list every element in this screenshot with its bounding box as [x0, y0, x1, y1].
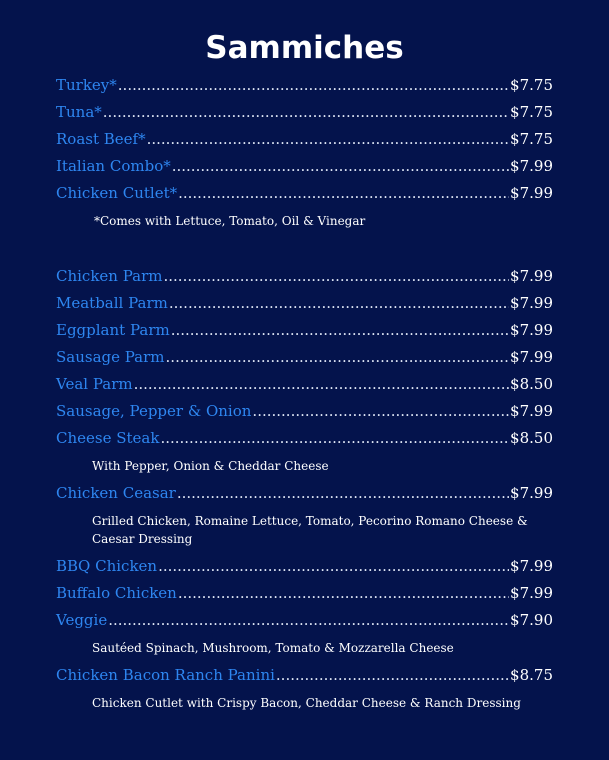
item-name: Roast Beef* — [56, 130, 146, 148]
dot-leader — [177, 484, 509, 502]
item-price: $7.99 — [510, 348, 553, 366]
item-price: $7.99 — [510, 294, 553, 312]
item-note: *Comes with Lettuce, Tomato, Oil & Vinegar — [94, 214, 366, 228]
item-name: Sausage Parm — [56, 348, 165, 366]
dot-leader — [171, 321, 509, 339]
dot-leader — [103, 103, 509, 121]
menu-item — [56, 267, 553, 294]
menu-item — [56, 402, 553, 429]
item-note: Grilled Chicken, Romaine Lettuce, Tomato, Pecorino Romano Cheese & Caesar Dressing — [92, 514, 528, 546]
item-name: Tuna* — [56, 103, 102, 121]
dot-leader — [178, 184, 509, 202]
item-price: $7.99 — [510, 157, 553, 175]
menu-item — [56, 584, 553, 611]
item-price: $7.75 — [510, 76, 553, 94]
item-name: Chicken Bacon Ranch Panini — [56, 666, 275, 684]
dot-leader — [178, 584, 509, 602]
item-note: Sautéed Spinach, Mushroom, Tomato & Mozzarella Cheese — [92, 641, 454, 655]
menu-item — [56, 557, 553, 584]
item-price: $7.99 — [510, 321, 553, 339]
menu-item — [56, 184, 553, 211]
dot-leader — [172, 157, 509, 175]
menu-item — [56, 130, 553, 157]
item-price: $7.99 — [510, 584, 553, 602]
item-name: Chicken Ceasar — [56, 484, 176, 502]
menu-item — [56, 375, 553, 402]
item-price: $7.99 — [510, 267, 553, 285]
dot-leader — [108, 611, 509, 629]
item-name: Veggie — [56, 611, 108, 629]
item-note: With Pepper, Onion & Cheddar Cheese — [92, 459, 329, 473]
dot-leader — [158, 557, 509, 575]
item-price: $7.99 — [510, 484, 553, 502]
item-name: Buffalo Chicken — [56, 584, 177, 602]
dot-leader — [169, 294, 509, 312]
dot-leader — [147, 130, 509, 148]
menu-item — [56, 348, 553, 375]
menu-item — [56, 484, 553, 511]
item-name: BBQ Chicken — [56, 557, 158, 575]
item-name: Turkey* — [56, 76, 117, 94]
dot-leader — [118, 76, 509, 94]
item-price: $7.75 — [510, 130, 553, 148]
dot-leader — [166, 348, 510, 366]
dot-leader — [160, 429, 509, 447]
dot-leader — [276, 666, 509, 684]
dot-leader — [134, 375, 509, 393]
item-price: $7.99 — [510, 402, 553, 420]
menu-item — [56, 666, 553, 693]
dot-leader — [252, 402, 509, 420]
menu-item — [56, 321, 553, 348]
item-price: $8.50 — [510, 429, 553, 447]
item-name: Chicken Parm — [56, 267, 163, 285]
menu-item — [56, 103, 553, 130]
item-price: $7.99 — [510, 184, 553, 202]
item-price: $7.99 — [510, 557, 553, 575]
item-price: $8.75 — [510, 666, 553, 684]
section-gap — [56, 239, 553, 267]
item-price: $7.75 — [510, 103, 553, 121]
item-name: Chicken Cutlet* — [56, 184, 178, 202]
menu-list — [56, 76, 553, 721]
item-name: Eggplant Parm — [56, 321, 170, 339]
item-name: Cheese Steak — [56, 429, 160, 447]
item-name: Sausage, Pepper & Onion — [56, 402, 252, 420]
item-name: Meatball Parm — [56, 294, 168, 312]
item-name: Veal Parm — [56, 375, 133, 393]
dot-leader — [164, 267, 510, 285]
item-price: $8.50 — [510, 375, 553, 393]
item-name: Italian Combo* — [56, 157, 171, 175]
menu-item — [56, 76, 553, 103]
menu-title: Sammiches — [205, 30, 404, 66]
item-price: $7.90 — [510, 611, 553, 629]
menu-item — [56, 611, 553, 638]
menu-item — [56, 294, 553, 321]
menu-item — [56, 429, 553, 456]
menu-item — [56, 157, 553, 184]
item-note: Chicken Cutlet with Crispy Bacon, Cheddar Cheese & Ranch Dressing — [92, 696, 521, 710]
